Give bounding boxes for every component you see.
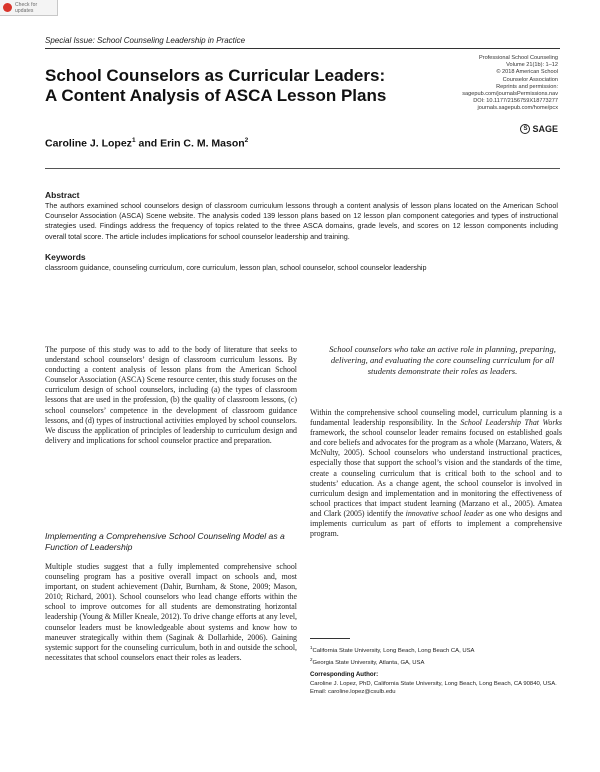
affiliation-item xyxy=(310,656,475,668)
doi-link[interactable]: DOI: 10.1177/2156759X18773277 xyxy=(473,98,558,105)
keywords-heading: Keywords xyxy=(45,252,86,262)
author-line xyxy=(45,137,248,150)
intro-paragraph: The purpose of this study was to add to the body of literature that seeks to understand school counselors’ design of classroom curriculum lessons. By conducting a content analysis of lesson plans from the American School Counselor Association (ASCA) Scene resource center, this study focuses on the curriculum design of school counselors, including (a) the types of classroom lessons that are used in the profession, (b) the quality of classroom lessons, (c) school counselors’ competence in the development of classroom guidance lessons, and (d) types of instructional activities employed by school counselors. We discuss the application of principles of leadership to curriculum design and delivery and implications for school counselor practice and preparation. xyxy=(45,345,297,445)
publisher-logo xyxy=(520,124,558,134)
article-title xyxy=(45,66,430,106)
reprints-line: Reprints and permission: xyxy=(496,83,558,90)
affiliation-text: Georgia State University, Atlanta, GA, USA xyxy=(312,659,425,666)
title-line: A Content Analysis of ASCA Lesson Plans xyxy=(45,86,387,105)
abstract-heading: Abstract xyxy=(45,190,80,200)
header-rule xyxy=(45,48,560,49)
corresponding-author-details xyxy=(310,680,565,697)
journal-volume: Volume 21(1b): 1–12 xyxy=(506,62,558,69)
check-for-updates-badge[interactable] xyxy=(0,0,58,16)
abstract-text: The authors examined school counselors design of classroom curriculum lessons through a content analysis of lesson plans located on the American School Counselor Association (ASCA) Scene website. The analysis coded 139 lesson plans based on 12 lesson plan component categories and types of instructional strategies used. Findings address the frequency of topics related to the three ASCA domains, grade levels, and scores on 12 lesson components including overall total score. The article includes implications for school counselor leadership and training. xyxy=(45,201,558,241)
affiliation-text: California State University, Long Beach, Long Beach CA, USA xyxy=(312,647,475,654)
journal-home-link[interactable]: journals.sagepub.com/home/pcx xyxy=(477,105,558,112)
journal-name: Professional School Counseling xyxy=(479,55,558,61)
special-issue-label: Special Issue: School Counseling Leadership in Practice xyxy=(45,36,246,45)
emphasis-term: innovative school leader xyxy=(405,508,484,518)
sage-logo-icon: S xyxy=(520,124,530,134)
section-heading: Implementing a Comprehensive School Counseling Model as a Function of Leadership xyxy=(45,531,285,552)
corresponding-author-heading: Corresponding Author: xyxy=(310,671,379,678)
author-name: Caroline J. Lopez xyxy=(45,137,132,150)
paragraph-text: Within the comprehensive school counseling model, curriculum planning is a fundamental leadership responsibility. In the xyxy=(310,408,562,428)
update-icon xyxy=(3,3,12,12)
section-rule xyxy=(45,168,560,169)
affiliation-mark: 1 xyxy=(310,645,313,650)
author-name: Erin C. M. Mason xyxy=(160,137,245,150)
title-line: School Counselors as Curricular Leaders: xyxy=(45,66,386,85)
permissions-link[interactable]: sagepub.com/journalsPermissions.nav xyxy=(462,91,558,98)
affiliation-item xyxy=(310,644,475,656)
corresponding-author-email[interactable]: Email: caroline.lopez@csulb.edu xyxy=(310,689,396,696)
section-paragraph: Multiple studies suggest that a fully implemented comprehensive school counseling program has a positive overall impact on schools and, most important, on student achievement (Dahir, Burnham, & Stone, 2009; Mason, 2010; Richard, 2001). School counselors who lead change efforts within the school to improve outcomes for all students are demonstrating horizontal leadership (Young & Miller Kneale, 2012). To drive change efforts at any level, counselor leaders must be knowledgeable about systems and know how to maneuver strategically within them (Saginak & Dollarhide, 2006). Gaining systemic support for the counseling curriculum, both in and outside the school, necessitates that school counselors enact their roles as leaders. xyxy=(45,562,297,662)
keywords-text: classroom guidance, counseling curriculum, core curriculum, lesson plan, school counselor, school counselor leadership xyxy=(45,263,427,272)
author-affiliation-mark: 1 xyxy=(131,137,136,144)
framework-title: School Leadership That Works xyxy=(460,418,562,428)
copyright-line: Counselor Association xyxy=(502,76,558,83)
author-joiner: and xyxy=(138,137,158,150)
right-column-paragraph xyxy=(310,408,562,539)
check-for-updates-label: Check for updates xyxy=(14,1,38,14)
publisher-name: SAGE xyxy=(532,124,558,134)
footnote-rule xyxy=(310,638,350,639)
paragraph-text: framework, the school counselor leader remains focused on established goals and core beliefs and advocates for the program as a whole (Marzano, Waters, & McNulty, 2005). School counselors who understand instructional practices, especially those that support the school’s vision and the standards of the time, create a counseling curriculum that is critical both to the school and to students’ education. As a change agent, the school counselor is involved in curriculum design and implementation and in monitoring the effectiveness of school practices that impact student learning (Marzano et al., 2005). Amatea and Clark (2005) identify the xyxy=(310,428,562,518)
affiliation-mark: 2 xyxy=(310,656,313,662)
author-affiliation-mark: 2 xyxy=(244,137,249,144)
paragraph-text: as one who designs and implements curriculum as part of efforts to implement a comprehensive program. xyxy=(310,508,562,539)
affiliations xyxy=(310,644,475,667)
corresponding-author-address: Caroline J. Lopez, PhD, California State University, Long Beach, Long Beach, CA 90840, USA. xyxy=(310,681,557,687)
pull-quote: School counselors who take an active role in planning, preparing, delivering, and evaluating the core counseling curriculum for all students demonstrate their roles as leaders. xyxy=(329,344,556,376)
copyright-line: © 2018 American School xyxy=(496,69,558,76)
journal-metadata xyxy=(408,55,558,113)
